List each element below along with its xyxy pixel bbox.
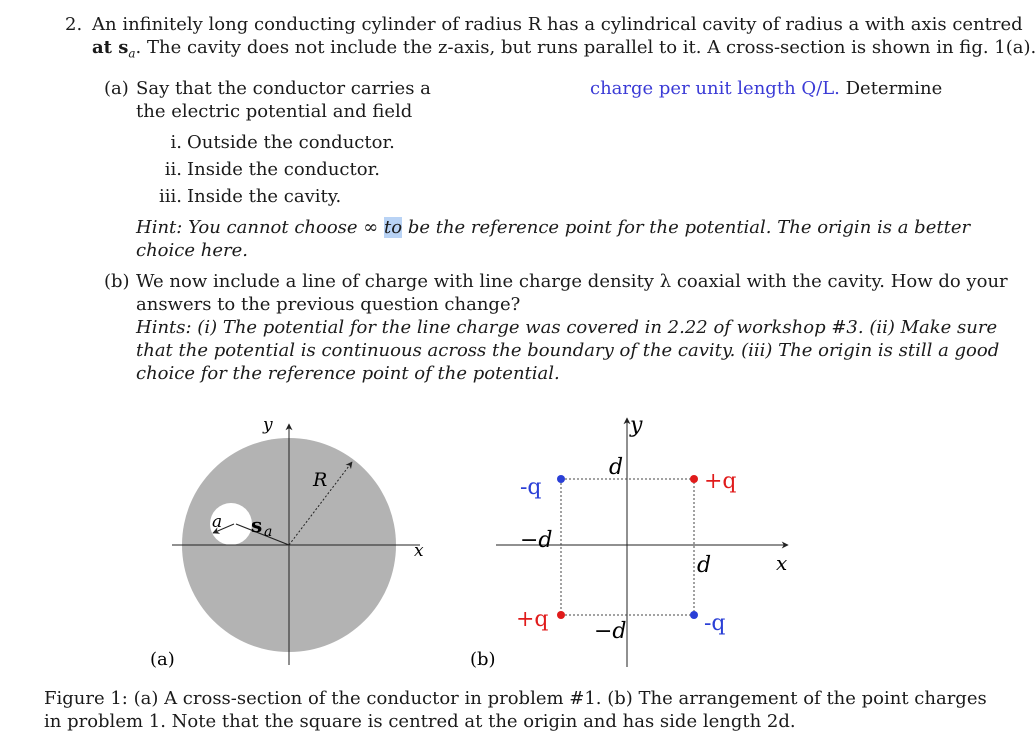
caption-line2: in problem 1. Note that the square is centred at the origin and has side length 2d. bbox=[44, 711, 796, 732]
problem-number: 2. bbox=[65, 14, 83, 35]
item-i-text: Outside the conductor. bbox=[187, 132, 395, 153]
hint-text-a: Hint: You cannot choose ∞ bbox=[136, 217, 379, 238]
part-a-determine: Determine bbox=[845, 78, 943, 99]
item-ii-text: Inside the conductor. bbox=[187, 159, 380, 180]
hint-text-b: be the reference point for the potential. The origin is a better bbox=[402, 217, 971, 238]
part-b-label: (b) bbox=[104, 271, 130, 292]
d-right-label: d bbox=[697, 553, 712, 578]
sa-label: s bbox=[251, 513, 263, 537]
panel-a-label: (a) bbox=[150, 649, 175, 670]
panel-b-label: (b) bbox=[470, 649, 496, 670]
item-iii-text: Inside the cavity. bbox=[187, 186, 342, 207]
sa-sub-label: a bbox=[264, 524, 273, 540]
figure-b bbox=[470, 413, 788, 670]
charge-bottom-right bbox=[690, 611, 698, 619]
charge-tl-label: -q bbox=[520, 475, 542, 500]
y-label-a: y bbox=[263, 415, 273, 435]
item-ii-num: ii. bbox=[164, 159, 182, 180]
x-label-b: x bbox=[776, 551, 788, 575]
intro-line2-rest: . The cavity does not include the z-axis, but runs parallel to it. A cross-section is shown in fig. 1(a). bbox=[135, 37, 1036, 58]
charge-per-length-link[interactable]: charge per unit length Q/L. bbox=[590, 78, 840, 99]
intro-s-subscript: a bbox=[128, 46, 136, 61]
item-i-num: i. bbox=[170, 132, 182, 153]
part-b-line1: We now include a line of charge with line charge density λ coaxial with the cavity. How do your bbox=[136, 271, 1008, 292]
part-a-hint-line2: choice here. bbox=[136, 240, 248, 261]
charge-top-right bbox=[690, 475, 698, 483]
part-a-line1-left: Say that the conductor carries a bbox=[136, 78, 431, 99]
charge-br-label: -q bbox=[704, 611, 726, 636]
figure-a bbox=[150, 415, 424, 670]
part-a-label: (a) bbox=[104, 78, 129, 99]
charge-tr-label: +q bbox=[704, 469, 737, 494]
part-b-line2: answers to the previous question change? bbox=[136, 294, 521, 315]
hint-highlight: to bbox=[384, 217, 403, 238]
part-b-hints-line3: choice for the reference point of the potential. bbox=[136, 363, 560, 384]
y-label-b: y bbox=[630, 413, 643, 438]
part-a-line2: the electric potential and field bbox=[136, 101, 413, 122]
item-iii-num: iii. bbox=[159, 186, 182, 207]
neg-d-left-label: −d bbox=[520, 528, 553, 553]
neg-d-bottom-label: −d bbox=[594, 619, 627, 644]
problem-intro-line1: An infinitely long conducting cylinder of radius R has a cylindrical cavity of radius a with axis centred bbox=[92, 14, 1023, 35]
charge-top-left bbox=[557, 475, 565, 483]
d-top-label: d bbox=[609, 455, 624, 480]
part-b-hints-line1: Hints: (i) The potential for the line charge was covered in 2.22 of workshop #3. (ii) Make sure bbox=[136, 317, 998, 338]
R-label: R bbox=[313, 469, 328, 491]
a-label: a bbox=[212, 512, 223, 532]
intro-s-symbol: at s bbox=[92, 37, 129, 58]
charge-bottom-left bbox=[557, 611, 565, 619]
caption-line1: Figure 1: (a) A cross-section of the conductor in problem #1. (b) The arrangement of the point charges bbox=[44, 688, 987, 709]
x-label-a: x bbox=[414, 541, 424, 561]
charge-bl-label: +q bbox=[516, 607, 549, 632]
part-b-hints-line2: that the potential is continuous across the boundary of the cavity. (iii) The origin is still a good bbox=[136, 340, 1000, 361]
